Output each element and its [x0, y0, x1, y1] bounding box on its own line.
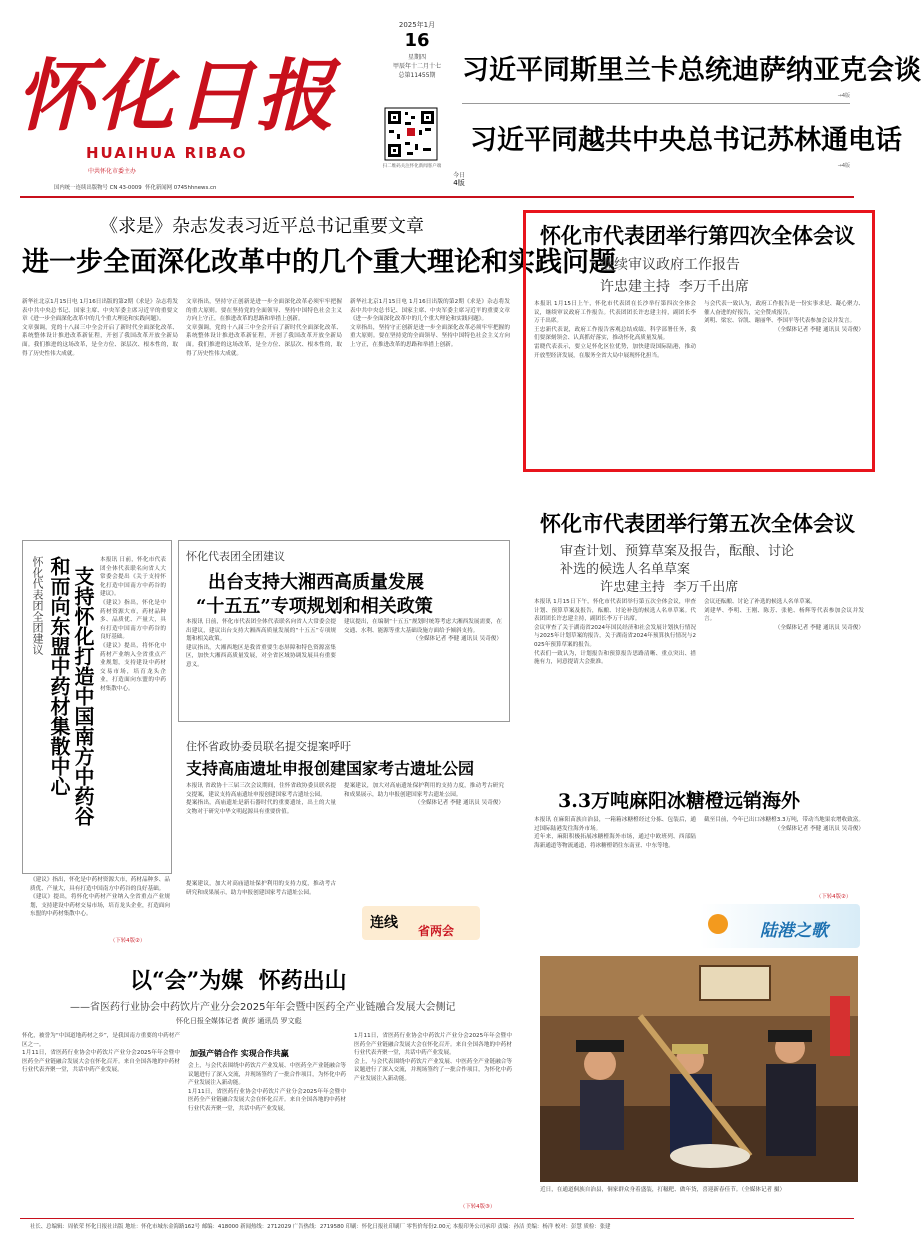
lead-para: 文章指出，坚持守正创新是进一步全面深化改革必须牢牢把握的重大原则。要在坚持党的全面领导、坚持中国特色社会主义方向上守正，在推进改革的思路和举措上创新。: [350, 324, 510, 348]
meeting4-para: 刘明、梁宏、谷凯、谢丽华、李国平等代表参加会议并发言。: [704, 318, 856, 325]
vertical-para: 本报讯 日前，怀化市代表团全体代表联名向省人大常委会提出《关于支持怀化打造中国南方中药谷的建议》。: [100, 557, 166, 598]
qr-code-icon: [385, 108, 437, 160]
cn1-headline-1[interactable]: 出台支持大湘西高质量发展: [208, 572, 424, 593]
bottom-headline[interactable]: 以“会”为媒 怀药出山: [130, 968, 347, 994]
meeting5-sub1: 审查计划、预算草案及报告，酝酿、讨论: [560, 544, 795, 559]
bottom-para: 1月11日，省医药行业协会中药饮片产业分会2025年年会暨中医药全产业链融合发展大会在怀化召开。来自全国各地的中药材行业代表齐聚一堂，共话中药产业发展。: [188, 1088, 346, 1112]
date-lunar: 甲辰年十二月十七: [392, 63, 441, 70]
bottom-col-3: [354, 1032, 512, 1206]
top-headline-1-ref: →4版: [837, 93, 850, 99]
lead-kicker: 《求是》杂志发表习近平总书记重要文章: [100, 216, 424, 237]
bottom-byline: 怀化日报全媒体记者 黄莎 通讯员 罗文彪: [176, 1017, 302, 1025]
meeting4-sub2: 许忠建主持 李万千出席: [600, 279, 749, 295]
top-headline-2-ref: →4版: [837, 163, 850, 169]
festival-photo: [540, 956, 858, 1182]
orange-para: 本报讯 在麻阳苗族自治县，一箱箱冰糖橙经过分拣、包装后，通过国际陆港发往海外市场。: [534, 817, 696, 832]
masthead: [16, 26, 346, 162]
meeting4-credit: （全媒体记者 李健 通讯员 吴奇俊）: [774, 326, 864, 333]
cn2-badge: [362, 906, 480, 940]
vertical-para: 《建议》提出，将怀化中药材产业纳入全省重点产业规划，支持建设中药材交易市场，培育龙头企业，打造面向东盟的中药材集散中心。: [100, 642, 166, 692]
lead-col-3: [350, 298, 510, 520]
cn1-col-2: [344, 618, 502, 716]
bottom-para: 1月11日，省医药行业协会中药饮片产业分会2025年年会暨中医药全产业链融合发展大会在怀化召开。来自全国各地的中药材行业代表齐聚一堂，共话中药产业发展。: [354, 1033, 512, 1057]
date-block: [382, 20, 452, 79]
cn1-credit: （全媒体记者 李健 通讯员 吴奇俊）: [412, 636, 502, 643]
vertical-more[interactable]: （下转4版②）: [110, 938, 146, 944]
vertical-body-2: [30, 876, 170, 976]
meeting5-para: 会议审查了关于湖南省2024年国民经济和社会发展计划执行情况与2025年计划草案的报告，关于湖南省2024年预算执行情况与2025年预算草案的报告。: [534, 624, 696, 648]
bottom-col-1: [22, 1032, 180, 1216]
bottom-para: 会上，与会代表围绕中药饮片产业发展、中医药全产业链融合等议题进行了深入交流，并现场签约了一批合作项目，为怀化中药产业发展注入新动能。: [354, 1058, 512, 1082]
meeting5-para: 会议还酝酿、讨论了补选的候选人名单草案。: [704, 599, 816, 605]
bottom-para: 1月11日，省医药行业协会中药饮片产业分会2025年年会暨中医药全产业链融合发展大会在怀化召开。来自全国各地的中药材行业代表齐聚一堂，共话中药产业发展。: [22, 1050, 180, 1074]
lead-para: 文章强调，党的十八届三中全会开启了新时代全面深化改革、系统整体设计推进改革新征程，开创了我国改革开放全新局面。我们推进的这场改革，是全方位、深层次、根本性的，取得了历史性伟大成就。: [22, 324, 178, 357]
meeting4-headline[interactable]: 怀化市代表团举行第四次全体会议: [540, 223, 855, 248]
cn2-col-3: [186, 880, 336, 940]
lead-para: 新华社北京1月15日电 1月16日出版的第2期《求是》杂志将发表中共中央总书记、国家主席、中央军委主席习近平的重要文章《进一步全面深化改革中的几个重大理论和实践问题》。: [350, 299, 510, 323]
cn1-para: 建议提出，在编制“十五五”规划时统筹考虑大湘西发展需要，在交通、水利、能源等重大基础设施方面给予倾斜支持。: [344, 619, 502, 634]
orange-more[interactable]: （下转4版②）: [816, 894, 852, 900]
lead-para: 新华社北京1月15日电 1月16日出版的第2期《求是》杂志将发表中共中央总书记、国家主席、中央军委主席习近平的重要文章《进一步全面深化改革中的几个重大理论和实践问题》。: [22, 299, 178, 323]
cn2-para: 提案建议，加大对高庙遗址保护利用的支持力度，推动考古研究和成果展示，助力申报创建国家考古遗址公园。: [344, 783, 504, 798]
bottom-mid-sub: 加强产销合作 实现合作共赢: [190, 1049, 289, 1058]
lead-headline[interactable]: 进一步全面深化改革中的几个重大理论和实践问题: [22, 247, 616, 278]
masthead-sponsor: 中共怀化市委主办: [88, 168, 137, 175]
festival-photo-illustration: [540, 956, 858, 1182]
bottom-sub: ——省医药行业协会中药饮片产业分会2025年年会暨中医药全产业链融合发展大会侧记: [70, 1002, 456, 1013]
orange-credit: （全媒体记者 李健 通讯员 吴奇俊）: [774, 825, 864, 832]
meeting5-col-1: [534, 598, 696, 766]
lead-para: 文章指出，坚持守正创新是进一步全面深化改革必须牢牢把握的重大原则。要在坚持党的全面领导、坚持中国特色社会主义方向上守正，在推进改革的思路和举措上创新。: [186, 299, 342, 323]
meeting5-sub1b: 补选的候选人名单草案: [560, 562, 691, 577]
top-headline-2[interactable]: 习近平同越共中央总书记苏林通电话: [470, 125, 902, 156]
orange-logo: [700, 904, 860, 948]
orange-para: 截至目前，今年已出口冰糖橙3.3万吨，带动当地果农增收致富。: [704, 817, 864, 823]
meeting4-col-2: [704, 300, 864, 466]
cn2-badge-2: 省两会: [418, 924, 455, 938]
lead-para: 文章强调，党的十八届三中全会开启了新时代全面深化改革、系统整体设计推进改革新征程，开创了我国改革开放全新局面。我们推进的这场改革，是全方位、深层次、根本性的，取得了历史性伟大成就。: [186, 324, 342, 357]
vertical-headline-1[interactable]: 和而向东盟中药材集散中心: [47, 556, 71, 796]
top-headline-1[interactable]: 习近平同斯里兰卡总统迪萨纳亚克会谈: [462, 55, 921, 86]
qr-caption: 扫二维码关注怀化新闻客户端: [382, 164, 442, 169]
orange-col-2: [704, 816, 864, 888]
meeting5-credit: （全媒体记者 李健 通讯员 吴奇俊）: [774, 624, 864, 631]
vertical-para: 《建议》指出，怀化是中药材资源大市，药材品种多、品质优、产量大，具有打造中国南方中药谷的良好基础。: [30, 877, 170, 892]
bottom-para: 怀化，被誉为“中国道地药材之乡”，是我国南方重要的中药材产区之一。: [22, 1033, 180, 1048]
meeting4-para: 本报讯 1月15日上午，怀化市代表团在长沙举行第四次全体会议，继续审议政府工作报告。代表团团长许忠建主持，副团长李万千出席。: [534, 301, 696, 325]
pages-count: 4版: [453, 179, 465, 187]
cn2-headline[interactable]: 支持高庙遗址申报创建国家考古遗址公园: [186, 759, 475, 778]
meeting5-sub2: 许忠建主持 李万千出席: [600, 580, 739, 595]
orange-fruit-icon: [708, 914, 728, 934]
cn2-badge-1: 连线: [370, 915, 398, 931]
meeting5-para: 本报讯 1月15日下午，怀化市代表团举行第五次全体会议，审查计划、预算草案及报告，酝酿、讨论补选的候选人名单草案。代表团团长许忠建主持，副团长李万千出席。: [534, 599, 696, 623]
cn1-kicker: 怀化代表团全团建议: [186, 550, 285, 563]
cn2-col-1: [186, 782, 336, 872]
masthead-title: 怀化日报: [16, 51, 337, 142]
divider: [462, 103, 850, 104]
meeting4-sub1: 继续审议政府工作报告: [600, 257, 740, 273]
lead-col-2: [186, 298, 342, 520]
cn1-para: 本报讯 日前，怀化市代表团全体代表联名向省人大常委会提出建议，建议出台支持大湘西高质量发展的“十五五”专项规划和相关政策。: [186, 619, 336, 643]
date-issue: 总第11455期: [398, 72, 436, 79]
vertical-kicker: 怀化代表团全团建议: [31, 556, 44, 655]
masthead-rule: [20, 196, 854, 198]
meeting5-para: 代表们一致认为，计划报告和预算报告思路清晰、重点突出、措施有力，同意提请大会批准。: [534, 650, 696, 666]
cn2-col-2: [344, 782, 504, 890]
cn2-para: 提案指出，高庙遗址是新石器时代的重要遗址，出土的大量文物对于研究中华文明起源具有重要价值。: [186, 800, 336, 815]
footer-rule: [20, 1218, 854, 1219]
photo-caption: 近日，在通道侗族自治县，侗家群众身着盛装，打糍粑、做年货，喜迎新春佳节。（全媒体记者 摄）: [540, 1187, 786, 1193]
vertical-headline-2[interactable]: 支持怀化打造中国南方中药谷: [71, 566, 95, 826]
masthead-cn-code: 国内统一连续出版物号 CN 43-0009 怀化新闻网 0745hhnews.cn: [54, 185, 217, 191]
orange-headline[interactable]: 3.3万吨麻阳冰糖橙远销海外: [558, 790, 801, 812]
orange-col-1: [534, 816, 696, 928]
cn2-credit: （全媒体记者 李健 通讯员 吴奇俊）: [414, 800, 504, 807]
cn2-kicker: 住怀省政协委员联名提交提案呼吁: [186, 740, 351, 753]
footer: 社长、总编辑：周依荣 怀化日报社出版 地址：怀化市城东金海路162号 邮编：418000 新闻热线：2712029 广告热线：2719580 印刷：怀化日报社印刷厂 零售价每份2.00元 本报印务公司承印 责编：孙洁 美编：杨洋 校对：彭慧 质检：张建: [30, 1224, 611, 1230]
orange-para: 近年来，麻阳积极拓展冰糖橙海外市场，通过中欧班列、西部陆海新通道等物流通道，将冰糖橙销往东南亚、中东等地。: [534, 834, 696, 849]
date-weekday: 星期四: [407, 54, 426, 61]
cn2-para: 本报讯 省政协十三届三次会议期间，住怀省政协委员联名提交提案，建议支持高庙遗址申报创建国家考古遗址公园。: [186, 783, 336, 798]
meeting5-col-2: [704, 598, 864, 766]
bottom-col-2: [188, 1062, 346, 1216]
meeting5-headline[interactable]: 怀化市代表团举行第五次全体会议: [540, 511, 855, 536]
cn1-headline-2[interactable]: “十五五”专项规划和相关政策: [196, 596, 433, 617]
orange-logo-text: 陆港之歌: [760, 921, 828, 941]
meeting4-para: 王忠新代表说，政府工作报告客观总结成绩、科学部署任务，我们要深刻领会、认真抓好落实，推动怀化高质量发展。: [534, 326, 696, 342]
pages-label: 今日: [452, 172, 465, 179]
meeting4-col-1: [534, 300, 696, 466]
meeting5-para: 刘建华、李明、王刚、陈芳、张艳、杨辉等代表参加会议并发言。: [704, 607, 864, 623]
date-year-month: 2025年1月: [398, 21, 436, 29]
cn2-para: 提案建议，加大对高庙遗址保护利用的支持力度，推动考古研究和成果展示，助力申报创建国家考古遗址公园。: [186, 881, 336, 896]
cn1-para: 建议指出，大湘西地区是我省重要生态屏障和特色资源富集区，加快大湘西高质量发展，对全省区域协调发展具有重要意义。: [186, 644, 336, 668]
bottom-para: 会上，与会代表围绕中药饮片产业发展、中医药全产业链融合等议题进行了深入交流，并现场签约了一批合作项目，为怀化中药产业发展注入新动能。: [188, 1063, 346, 1087]
masthead-pinyin: HUAIHUA RIBAO: [86, 144, 248, 162]
bottom-more[interactable]: （下转4版③）: [460, 1204, 496, 1210]
vertical-para: 《建议》提出，将怀化中药材产业纳入全省重点产业规划，支持建设中药材交易市场，培育龙头企业，打造面向东盟的中药材集散中心。: [30, 894, 170, 918]
meeting4-para: 雷晓代表表示，要立足怀化区位优势，加快建设国际陆港，推动开放型经济发展，在服务全省大局中展现怀化担当。: [534, 343, 696, 359]
lead-col-1: [22, 298, 178, 520]
date-day: 16: [404, 30, 430, 51]
vertical-para: 《建议》指出，怀化是中药材资源大市，药材品种多、品质优、产量大，具有打造中国南方中药谷的良好基础。: [100, 599, 166, 641]
vertical-body: [100, 556, 166, 856]
meeting4-para: 与会代表一致认为，政府工作报告是一份实事求是、凝心聚力、催人奋进的好报告，完全赞成报告。: [704, 301, 864, 316]
cn1-col-1: [186, 618, 336, 716]
